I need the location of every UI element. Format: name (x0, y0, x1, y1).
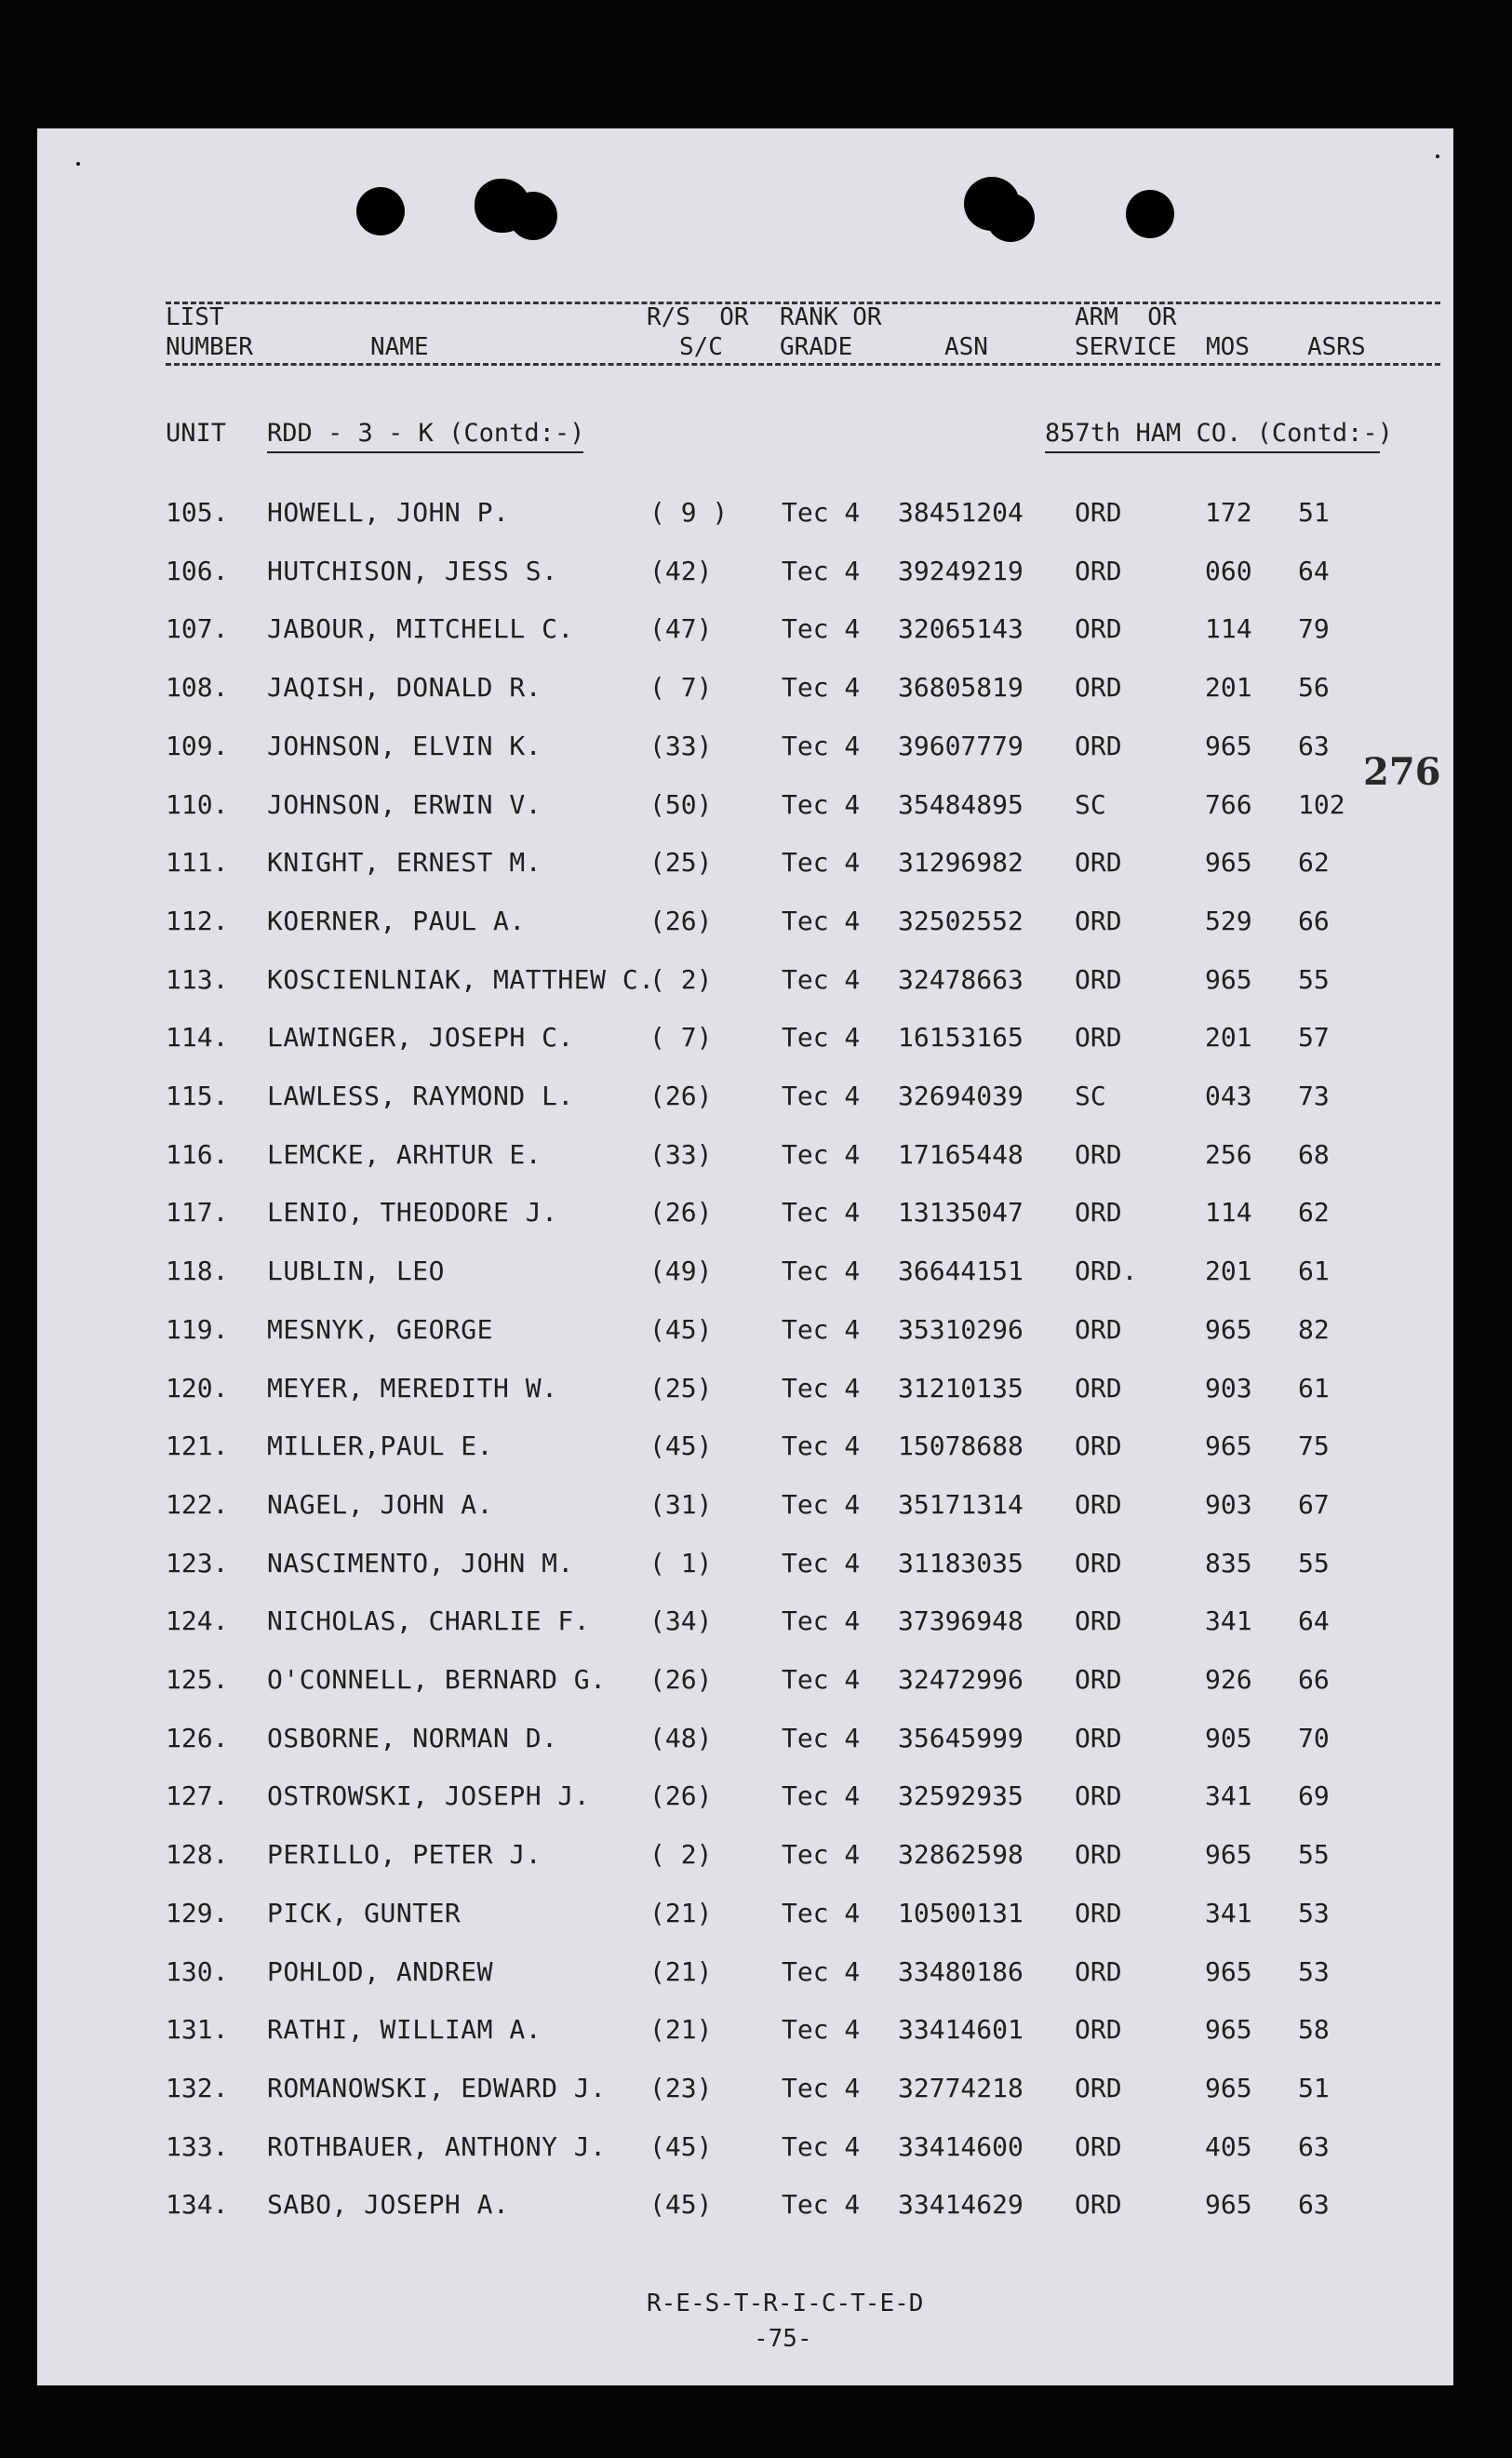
footer-page-number: -75- (754, 2325, 812, 2353)
cell-arm: ORD (1075, 1488, 1122, 1520)
cell-num: 128. (166, 1839, 229, 1871)
table-row (37, 2186, 1453, 2245)
cell-rank: Tec 4 (782, 1780, 861, 1812)
cell-rank: Tec 4 (782, 555, 861, 586)
table-row (37, 494, 1453, 553)
cell-asrs: 63 (1298, 2189, 1330, 2221)
cell-mos: 060 (1205, 555, 1252, 586)
cell-asn: 39607779 (898, 730, 1024, 761)
table-row (37, 1253, 1453, 1311)
cell-num: 109. (166, 730, 229, 761)
cell-rank: Tec 4 (782, 1138, 861, 1170)
cell-asrs: 82 (1298, 1313, 1330, 1345)
cell-rank: Tec 4 (782, 1372, 861, 1404)
table-row (37, 1895, 1453, 1954)
cell-rank: Tec 4 (782, 1313, 861, 1345)
cell-asrs: 61 (1298, 1256, 1330, 1287)
cell-num: 120. (166, 1372, 229, 1404)
header-asn: ASN (944, 333, 988, 361)
cell-rs: (50) (649, 788, 713, 820)
cell-rank: Tec 4 (782, 1488, 861, 1520)
cell-rank: Tec 4 (782, 2130, 861, 2162)
cell-rs: (21) (649, 2014, 713, 2046)
header-name: NAME (370, 333, 429, 361)
unit-left: RDD - 3 - K (Contd:-) (267, 419, 585, 448)
cell-num: 111. (166, 847, 229, 879)
cell-mos: 926 (1205, 1664, 1252, 1695)
cell-asn: 13135047 (898, 1197, 1024, 1229)
cell-rs: (33) (649, 1138, 713, 1170)
cell-mos: 965 (1205, 1430, 1252, 1462)
dust-speck (76, 162, 80, 166)
cell-num: 107. (166, 613, 229, 645)
cell-mos: 043 (1205, 1081, 1252, 1111)
cell-name: LUBLIN, LEO (267, 1256, 445, 1287)
cell-name: MEYER, MEREDITH W. (267, 1372, 558, 1404)
cell-rank: Tec 4 (782, 2189, 861, 2221)
cell-asn: 32065143 (898, 613, 1024, 645)
cell-rank: Tec 4 (782, 2072, 861, 2103)
cell-arm: ORD (1075, 730, 1122, 761)
header-rank-top: RANK OR (780, 303, 882, 331)
cell-name: O'CONNELL, BERNARD G. (267, 1664, 607, 1695)
cell-arm: ORD (1075, 2189, 1122, 2221)
cell-rank: Tec 4 (782, 1022, 861, 1054)
table-row (37, 1486, 1453, 1545)
cell-name: RATHI, WILLIAM A. (267, 2014, 542, 2046)
dust-speck (1436, 154, 1439, 158)
cell-name: PERILLO, PETER J. (267, 1839, 542, 1871)
cell-mos: 903 (1205, 1488, 1252, 1520)
cell-rs: (21) (649, 1955, 713, 1987)
cell-mos: 965 (1205, 847, 1252, 879)
header-dashed-line-bottom (166, 363, 1440, 366)
cell-rs: (45) (649, 2130, 713, 2162)
cell-num: 123. (166, 1547, 229, 1578)
cell-arm: ORD (1075, 1897, 1122, 1928)
table-row (37, 611, 1453, 669)
cell-rank: Tec 4 (782, 1722, 861, 1753)
cell-rs: (26) (649, 1197, 713, 1229)
cell-rs: (47) (649, 613, 713, 645)
cell-num: 134. (166, 2189, 229, 2221)
header-rank-bottom: GRADE (780, 333, 853, 361)
cell-rs: (25) (649, 847, 713, 879)
cell-asn: 33414629 (898, 2189, 1024, 2221)
cell-arm: ORD (1075, 1955, 1122, 1987)
cell-rs: (26) (649, 905, 713, 936)
table-row (37, 1194, 1453, 1253)
cell-mos: 341 (1205, 1897, 1252, 1928)
cell-asn: 37396948 (898, 1605, 1024, 1637)
cell-name: LENIO, THEODORE J. (267, 1197, 558, 1229)
cell-asrs: 55 (1298, 963, 1330, 995)
table-row (37, 1954, 1453, 2012)
cell-rank: Tec 4 (782, 1256, 861, 1287)
cell-num: 112. (166, 905, 229, 936)
unit-right: 857th HAM CO. (Contd:-) (1045, 419, 1393, 448)
cell-rank: Tec 4 (782, 613, 861, 645)
cell-asrs: 62 (1298, 847, 1330, 879)
cell-arm: ORD (1075, 1022, 1122, 1054)
cell-rs: (25) (649, 1372, 713, 1404)
cell-name: JABOUR, MITCHELL C. (267, 613, 574, 645)
cell-arm: ORD (1075, 672, 1122, 704)
header-asrs: ASRS (1307, 333, 1366, 361)
cell-name: PICK, GUNTER (267, 1897, 462, 1928)
cell-rs: (45) (649, 1430, 713, 1462)
cell-name: LEMCKE, ARHTUR E. (267, 1138, 542, 1170)
cell-name: NASCIMENTO, JOHN M. (267, 1547, 574, 1578)
header-arm-top: ARM OR (1075, 303, 1177, 331)
cell-asrs: 63 (1298, 2130, 1330, 2162)
cell-mos: 965 (1205, 730, 1252, 761)
cell-name: JOHNSON, ERWIN V. (267, 788, 542, 820)
cell-asrs: 66 (1298, 1664, 1330, 1695)
cell-rs: (26) (649, 1780, 713, 1812)
table-row (37, 2070, 1453, 2129)
table-row (37, 1720, 1453, 1779)
cell-arm: SC (1075, 1081, 1106, 1111)
cell-mos: 965 (1205, 2189, 1252, 2221)
cell-rs: ( 7) (649, 1022, 713, 1054)
cell-asrs: 79 (1298, 613, 1330, 645)
cell-name: SABO, JOSEPH A. (267, 2189, 510, 2221)
table-row (37, 1603, 1453, 1661)
cell-arm: ORD (1075, 1547, 1122, 1578)
cell-asrs: 51 (1298, 497, 1330, 528)
cell-name: JOHNSON, ELVIN K. (267, 730, 542, 761)
cell-mos: 766 (1205, 788, 1252, 820)
cell-asrs: 66 (1298, 905, 1330, 936)
cell-rank: Tec 4 (782, 672, 861, 704)
unit-left-underline (267, 451, 583, 453)
punch-hole-1 (356, 187, 405, 235)
cell-mos: 341 (1205, 1780, 1252, 1812)
cell-asn: 32862598 (898, 1839, 1024, 1871)
cell-name: HOWELL, JOHN P. (267, 497, 510, 528)
cell-num: 105. (166, 497, 229, 528)
cell-mos: 114 (1205, 613, 1252, 645)
cell-num: 122. (166, 1488, 229, 1520)
cell-asn: 32502552 (898, 905, 1024, 936)
cell-asn: 15078688 (898, 1430, 1024, 1462)
cell-name: NAGEL, JOHN A. (267, 1488, 494, 1520)
cell-asrs: 102 (1298, 788, 1345, 820)
cell-name: LAWINGER, JOSEPH C. (267, 1022, 574, 1054)
cell-rank: Tec 4 (782, 1197, 861, 1229)
cell-arm: ORD (1075, 1605, 1122, 1637)
cell-arm: ORD (1075, 847, 1122, 879)
cell-asrs: 69 (1298, 1780, 1330, 1812)
cell-asn: 39249219 (898, 555, 1024, 586)
header-number: NUMBER (166, 333, 253, 361)
header-rs-top: R/S OR (647, 303, 749, 331)
cell-rank: Tec 4 (782, 1430, 861, 1462)
cell-num: 119. (166, 1313, 229, 1345)
cell-rs: (31) (649, 1488, 713, 1520)
cell-asrs: 51 (1298, 2072, 1330, 2103)
table-row (37, 786, 1453, 845)
cell-asn: 17165448 (898, 1138, 1024, 1170)
cell-name: ROTHBAUER, ANTHONY J. (267, 2130, 607, 2162)
punch-hole-2b (509, 192, 557, 240)
cell-asrs: 64 (1298, 1605, 1330, 1637)
cell-asrs: 58 (1298, 2014, 1330, 2046)
cell-mos: 965 (1205, 2014, 1252, 2046)
cell-asn: 31210135 (898, 1372, 1024, 1404)
cell-num: 130. (166, 1955, 229, 1987)
header-arm-bottom: SERVICE (1075, 333, 1177, 361)
cell-mos: 965 (1205, 1313, 1252, 1345)
cell-name: HUTCHISON, JESS S. (267, 555, 558, 586)
cell-rs: (26) (649, 1081, 713, 1111)
cell-asn: 10500131 (898, 1897, 1024, 1928)
unit-right-underline (1045, 451, 1380, 453)
cell-mos: 529 (1205, 905, 1252, 936)
cell-mos: 201 (1205, 672, 1252, 704)
cell-arm: ORD (1075, 1138, 1122, 1170)
cell-asrs: 64 (1298, 555, 1330, 586)
cell-rank: Tec 4 (782, 1664, 861, 1695)
cell-name: KOSCIENLNIAK, MATTHEW C. (267, 963, 655, 995)
cell-name: OSBORNE, NORMAN D. (267, 1722, 558, 1753)
cell-num: 106. (166, 555, 229, 586)
cell-num: 115. (166, 1081, 229, 1111)
cell-asn: 31183035 (898, 1547, 1024, 1578)
cell-asrs: 68 (1298, 1138, 1330, 1170)
cell-mos: 835 (1205, 1547, 1252, 1578)
cell-rs: (49) (649, 1256, 713, 1287)
table-row (37, 1370, 1453, 1429)
cell-num: 126. (166, 1722, 229, 1753)
cell-asn: 35310296 (898, 1313, 1024, 1345)
table-row (37, 1778, 1453, 1836)
cell-rs: (26) (649, 1664, 713, 1695)
cell-mos: 405 (1205, 2130, 1252, 2162)
table-row (37, 1019, 1453, 1078)
cell-rs: ( 2) (649, 1839, 713, 1871)
cell-name: ROMANOWSKI, EDWARD J. (267, 2072, 607, 2103)
cell-num: 118. (166, 1256, 229, 1287)
cell-mos: 965 (1205, 1839, 1252, 1871)
cell-rank: Tec 4 (782, 788, 861, 820)
cell-arm: ORD (1075, 1722, 1122, 1753)
cell-rs: (21) (649, 1897, 713, 1928)
cell-rank: Tec 4 (782, 1081, 861, 1111)
table-row (37, 2011, 1453, 2070)
cell-asn: 32592935 (898, 1780, 1024, 1812)
table-row (37, 669, 1453, 728)
cell-arm: ORD (1075, 497, 1122, 528)
cell-asn: 35645999 (898, 1722, 1024, 1753)
table-row (37, 1836, 1453, 1895)
cell-arm: ORD (1075, 1839, 1122, 1871)
table-row (37, 1428, 1453, 1486)
cell-rank: Tec 4 (782, 1897, 861, 1928)
cell-rank: Tec 4 (782, 730, 861, 761)
cell-mos: 201 (1205, 1256, 1252, 1287)
cell-rs: ( 7) (649, 672, 713, 704)
cell-arm: ORD (1075, 1372, 1122, 1404)
cell-asrs: 61 (1298, 1372, 1330, 1404)
cell-asrs: 53 (1298, 1955, 1330, 1987)
cell-rank: Tec 4 (782, 1547, 861, 1578)
cell-rs: ( 9 ) (649, 497, 729, 528)
table-row (37, 1661, 1453, 1720)
table-row (37, 961, 1453, 1020)
table-row (37, 553, 1453, 611)
cell-arm: ORD (1075, 1664, 1122, 1695)
cell-mos: 114 (1205, 1197, 1252, 1229)
cell-mos: 965 (1205, 2072, 1252, 2103)
cell-name: NICHOLAS, CHARLIE F. (267, 1605, 591, 1637)
cell-rs: ( 1) (649, 1547, 713, 1578)
cell-asn: 33414600 (898, 2130, 1024, 2162)
cell-name: LAWLESS, RAYMOND L. (267, 1081, 574, 1111)
table-row (37, 903, 1453, 961)
cell-name: KOERNER, PAUL A. (267, 905, 526, 936)
cell-name: OSTROWSKI, JOSEPH J. (267, 1780, 591, 1812)
cell-name: JAQISH, DONALD R. (267, 672, 542, 704)
cell-num: 116. (166, 1138, 229, 1170)
cell-arm: ORD. (1075, 1256, 1138, 1287)
cell-mos: 172 (1205, 497, 1252, 528)
cell-arm: ORD (1075, 1197, 1122, 1229)
cell-asn: 33414601 (898, 2014, 1024, 2046)
cell-rank: Tec 4 (782, 1955, 861, 1987)
header-list: LIST (166, 303, 224, 331)
cell-asn: 36644151 (898, 1256, 1024, 1287)
table-row (37, 1078, 1453, 1136)
unit-label: UNIT (166, 419, 227, 448)
cell-asrs: 70 (1298, 1722, 1330, 1753)
cell-rank: Tec 4 (782, 963, 861, 995)
cell-arm: ORD (1075, 2072, 1122, 2103)
cell-arm: ORD (1075, 613, 1122, 645)
cell-mos: 201 (1205, 1022, 1252, 1054)
cell-mos: 905 (1205, 1722, 1252, 1753)
cell-rs: (33) (649, 730, 713, 761)
cell-asrs: 55 (1298, 1547, 1330, 1578)
cell-asrs: 67 (1298, 1488, 1330, 1520)
cell-num: 129. (166, 1897, 229, 1928)
cell-rank: Tec 4 (782, 1839, 861, 1871)
cell-mos: 341 (1205, 1605, 1252, 1637)
cell-num: 110. (166, 788, 229, 820)
cell-rs: (48) (649, 1722, 713, 1753)
cell-arm: ORD (1075, 1313, 1122, 1345)
cell-asn: 32472996 (898, 1664, 1024, 1695)
cell-arm: ORD (1075, 2130, 1122, 2162)
cell-num: 131. (166, 2014, 229, 2046)
cell-rank: Tec 4 (782, 1605, 861, 1637)
cell-asrs: 53 (1298, 1897, 1330, 1928)
cell-arm: SC (1075, 788, 1106, 820)
footer-restricted: R-E-S-T-R-I-C-T-E-D (647, 2290, 924, 2317)
cell-rs: (42) (649, 555, 713, 586)
cell-asn: 32774218 (898, 2072, 1024, 2103)
cell-mos: 256 (1205, 1138, 1252, 1170)
cell-arm: ORD (1075, 1780, 1122, 1812)
cell-asn: 38451204 (898, 497, 1024, 528)
cell-arm: ORD (1075, 2014, 1122, 2046)
cell-num: 132. (166, 2072, 229, 2103)
punch-hole-3b (986, 194, 1035, 242)
cell-arm: ORD (1075, 963, 1122, 995)
cell-mos: 903 (1205, 1372, 1252, 1404)
cell-num: 114. (166, 1022, 229, 1054)
cell-rs: (45) (649, 1313, 713, 1345)
table-row (37, 1136, 1453, 1195)
cell-rank: Tec 4 (782, 847, 861, 879)
cell-rs: (34) (649, 1605, 713, 1637)
cell-num: 113. (166, 963, 229, 995)
punch-hole-4 (1126, 190, 1174, 238)
cell-num: 125. (166, 1664, 229, 1695)
table-row (37, 1545, 1453, 1604)
cell-num: 117. (166, 1197, 229, 1229)
cell-num: 133. (166, 2130, 229, 2162)
cell-mos: 965 (1205, 1955, 1252, 1987)
table-row (37, 728, 1453, 786)
cell-arm: ORD (1075, 555, 1122, 586)
cell-num: 121. (166, 1430, 229, 1462)
cell-name: POHLOD, ANDREW (267, 1955, 494, 1987)
cell-asrs: 56 (1298, 672, 1330, 704)
cell-rank: Tec 4 (782, 497, 861, 528)
cell-rs: ( 2) (649, 963, 713, 995)
table-row (37, 1311, 1453, 1370)
cell-asn: 35484895 (898, 788, 1024, 820)
cell-asrs: 62 (1298, 1197, 1330, 1229)
cell-name: KNIGHT, ERNEST M. (267, 847, 542, 879)
cell-arm: ORD (1075, 905, 1122, 936)
cell-name: MILLER,PAUL E. (267, 1430, 494, 1462)
header-mos: MOS (1206, 333, 1250, 361)
cell-rank: Tec 4 (782, 905, 861, 936)
cell-asrs: 55 (1298, 1839, 1330, 1871)
cell-asn: 16153165 (898, 1022, 1024, 1054)
margin-page-number: 276 (1363, 750, 1441, 794)
cell-rs: (23) (649, 2072, 713, 2103)
table-row (37, 844, 1453, 903)
cell-name: MESNYK, GEORGE (267, 1313, 494, 1345)
cell-rs: (45) (649, 2189, 713, 2221)
cell-asn: 35171314 (898, 1488, 1024, 1520)
cell-asrs: 63 (1298, 730, 1330, 761)
header-rs-bottom: S/C (679, 333, 723, 361)
cell-asn: 32694039 (898, 1081, 1024, 1111)
table-row (37, 2129, 1453, 2187)
document-page (37, 128, 1453, 2385)
cell-rank: Tec 4 (782, 2014, 861, 2046)
cell-num: 108. (166, 672, 229, 704)
cell-asn: 36805819 (898, 672, 1024, 704)
cell-asrs: 73 (1298, 1081, 1330, 1111)
cell-arm: ORD (1075, 1430, 1122, 1462)
cell-asrs: 57 (1298, 1022, 1330, 1054)
cell-asrs: 75 (1298, 1430, 1330, 1462)
cell-mos: 965 (1205, 963, 1252, 995)
cell-asn: 32478663 (898, 963, 1024, 995)
cell-asn: 33480186 (898, 1955, 1024, 1987)
cell-asn: 31296982 (898, 847, 1024, 879)
cell-num: 124. (166, 1605, 229, 1637)
cell-num: 127. (166, 1780, 229, 1812)
